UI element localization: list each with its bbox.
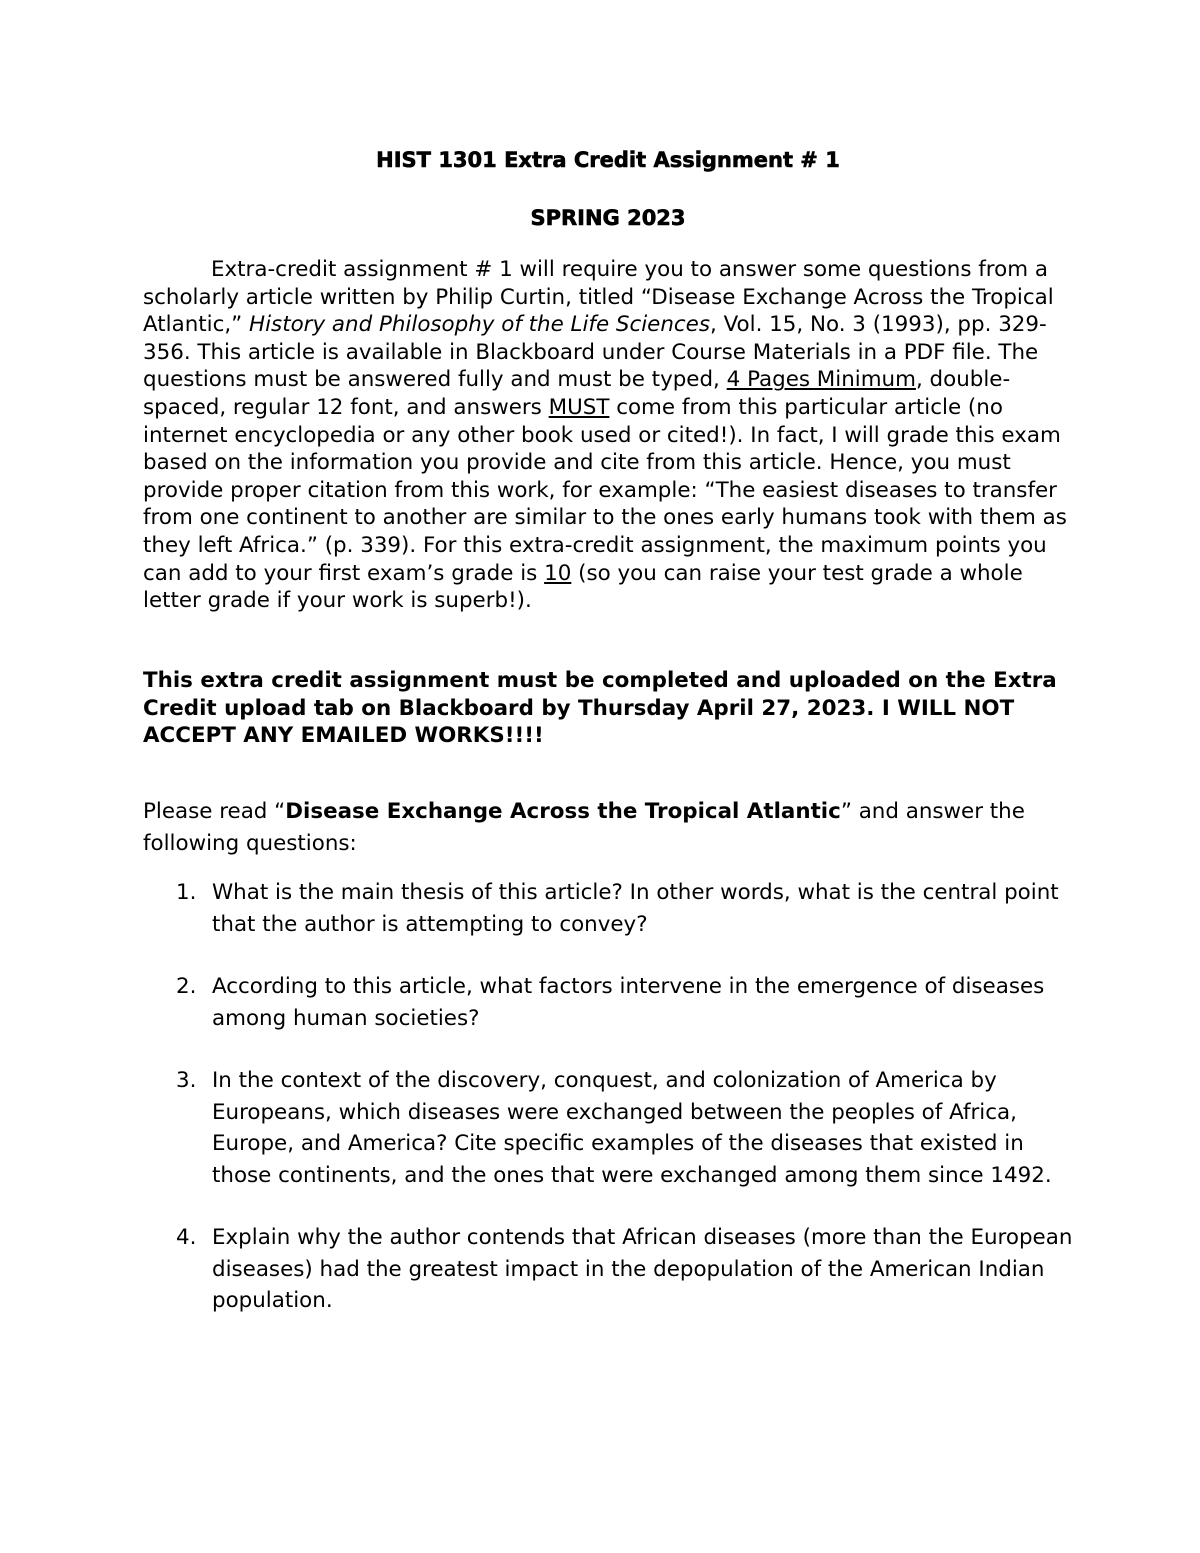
question-item	[143, 1222, 1073, 1317]
intro-text-4: come from this particular article (no internet encyclopedia or any other book used or cited!). In fact, I will grade this exam based on the information you provide and cite from this article. Hence, you must provide proper citation from this work, for example: “The easiest diseases to transfer from one continent to another are similar to the ones early humans took with them as they left Africa.” (p. 339). For this extra-credit assignment, the maximum points you can add to your first exam’s grade is	[143, 394, 1067, 586]
instructions-pre: Please read “	[143, 799, 286, 824]
question-number: 3.	[176, 1068, 197, 1093]
document-term: SPRING 2023	[530, 206, 686, 230]
intro-text-3: , double-spaced, regular 12 font, and answers	[143, 367, 1011, 420]
question-number: 2.	[176, 974, 197, 999]
question-text: In the context of the discovery, conquest, and colonization of America by Europeans, which diseases were exchanged between the peoples of Africa, Europe, and America? Cite specific examples of the diseases that existed in those continents, and the ones that were exchanged among them since 1492.	[212, 1068, 1052, 1188]
question-number: 1.	[176, 880, 197, 905]
question-text: According to this article, what factors intervene in the emergence of diseases among human societies?	[212, 974, 1045, 1031]
journal-title: History and Philosophy of the Life Sciences	[249, 312, 710, 338]
max-points: 10	[544, 560, 572, 586]
question-item	[143, 971, 1073, 1034]
question-number: 4.	[176, 1225, 197, 1250]
intro-text-5: (so you can raise your test grade a whole letter grade if your work is superb!).	[143, 560, 1023, 614]
document-title: HIST 1301 Extra Credit Assignment # 1	[376, 148, 840, 172]
instructions-post: ” and answer the following questions:	[143, 799, 1025, 856]
intro-text-2: , Vol. 15, No. 3 (1993), pp. 329-356. This article is available in Blackboard under Course Materials in a PDF file. The questions must be answered fully and must be typed,	[143, 312, 1047, 393]
reading-instructions	[143, 796, 1073, 860]
question-text: What is the main thesis of this article? In other words, what is the central point that the author is attempting to convey?	[212, 880, 1059, 937]
must-emphasis: MUST	[548, 394, 610, 420]
deadline-notice: This extra credit assignment must be completed and uploaded on the Extra Credit upload tab on Blackboard by Thursday April 27, 2023. I WILL NOT ACCEPT ANY EMAILED WORKS!!!!	[143, 668, 1057, 749]
question-item	[143, 877, 1073, 940]
article-title: Disease Exchange Across the Tropical Atlantic	[285, 799, 841, 824]
intro-paragraph	[143, 256, 1073, 615]
intro-text-1: Extra-credit assignment # 1 will require you to answer some questions from a scholarly article written by Philip Curtin, titled “Disease Exchange Across the Tropical Atlantic,”	[143, 257, 1054, 338]
question-text: Explain why the author contends that African diseases (more than the European diseases) had the greatest impact in the depopulation of the American Indian population.	[212, 1225, 1073, 1313]
question-list	[143, 877, 1073, 1348]
page-minimum: 4 Pages Minimum	[726, 367, 916, 393]
question-item	[143, 1065, 1073, 1191]
